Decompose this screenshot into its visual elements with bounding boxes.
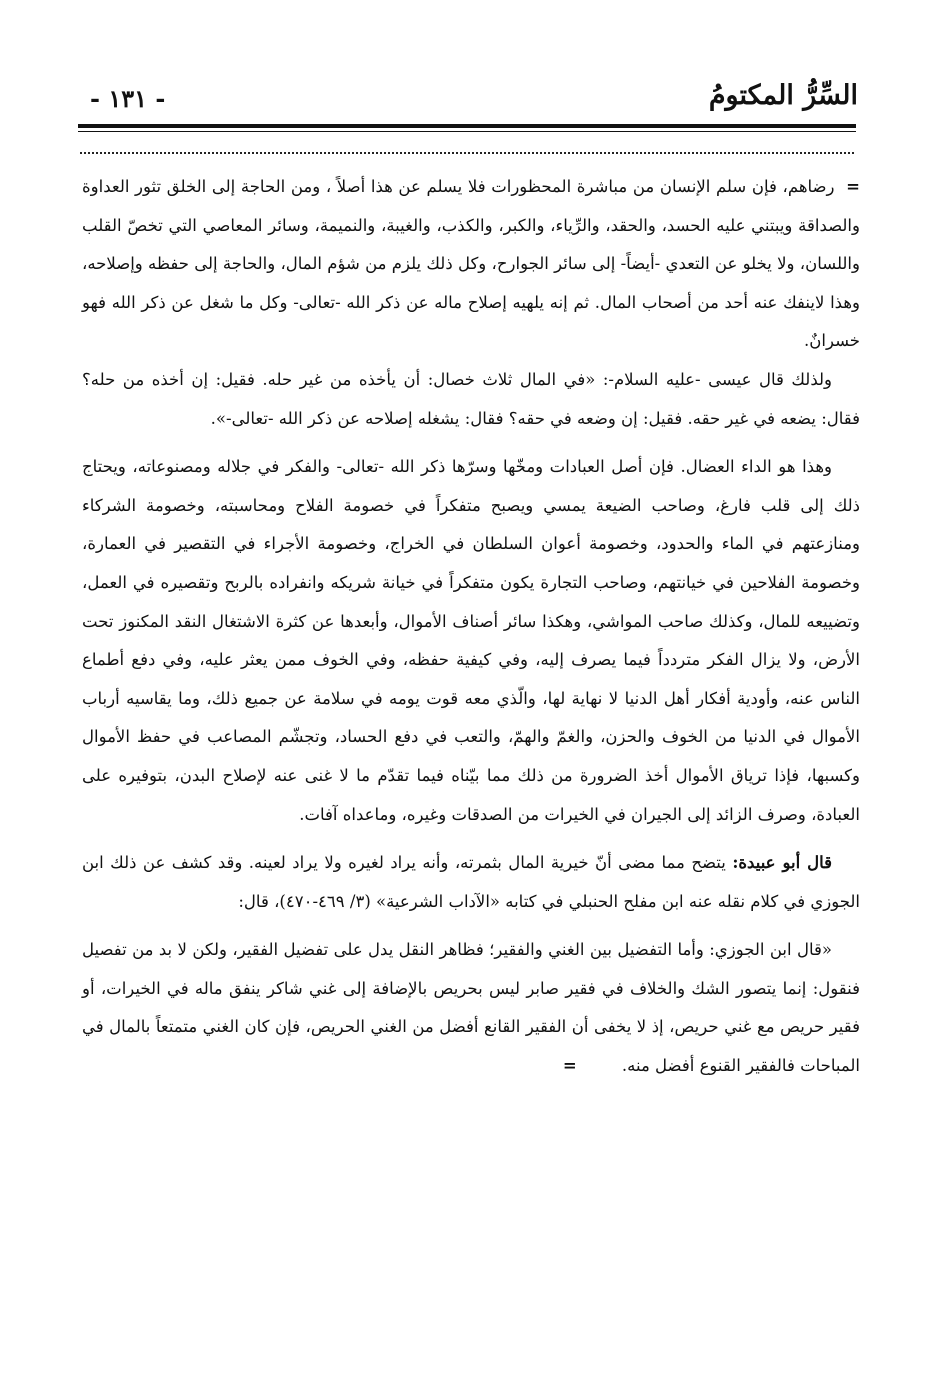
dotted-separator (80, 152, 854, 154)
paragraph-text: وهذا هو الداء العضال. فإن أصل العبادات ومخّها وسرّها ذكر الله -تعالى- والفكر في جلاله ومصنوعاته، ويحتاج ذلك إلى قلب فارغ، وصاحب الضيعة يمسي ويصبح متفكراً في خصومة الفلاح ومحاسبته، وخصومة الشركاء ومنازعتهم في الماء والحدود، وخصومة أعوان السلطان في الخراج، وخصومة الأجراء في التقصير في العمارة، وخصومة الفلاحين في خيانتهم، وصاحب التجارة يكون متفكراً في خيانة شريكه وانفراده بالربح وتقصيره في العمل، وتضييعه للمال، وكذلك صاحب المواشي، وهكذا سائر أصناف الأموال، وأبعدها عن كثرة الاشتغال النقد المكنوز تحت الأرض، ولا يزال الفكر متردداً فيما يصرف إليه، وفي كيفية حفظه، وفي الخوف ممن يعثر عليه، وفي دفع أطماع الناس عنه، وأودية أفكار أهل الدنيا لا نهاية لها، والّذي معه قوت يومه في سلامة عن جميع ذلك، وما يقاسيه أرباب الأموال في الدنيا من الخوف والحزن، والغمّ والهمّ، والتعب في دفع الحساد، وتجشّم المصاعب في حفظ الأموال وكسبها، فإذا ترياق الأموال أخذ الضرورة من ذلك مما بيّناه فيما تقدّم ما لا غنى عنه لإصلاح البدن، بتوفيره على العبادة، وصرف الزائد إلى الجيران في الخيرات من الصدقات وغيره، وماعداه آفات. (82, 457, 860, 824)
paragraph-isa-saying (82, 361, 860, 438)
paragraph-continuation (82, 168, 860, 361)
paragraph-text: ولذلك قال عيسى -عليه السلام-: «في المال ثلاث خصال: أن يأخذه من غير حله. فقيل: إن أخذه من حله؟ فقال: يضعه في غير حقه. فقيل: إن وضعه في حقه؟ فقال: يشغله إصلاحه عن ذكر الله -تعالى-». (82, 369, 860, 428)
paragraph-text: «قال ابن الجوزي: وأما التفضيل بين الغني والفقير؛ فظاهر النقل يدل على تفضيل الفقير، ولكن لا بد من تفصيل فنقول: إنما يتصور الشك والخلاف في فقير صابر ليس بحريص بالإضافة إلى غني شاكر ينفق ماله في الخيرات، أو فقير حريص مع غني حريص، إذ لا يخفى أن الفقير القانع أفضل من الغني الحريص، فإن كان الغني متمتعاً بالمال في المباحات فالفقير القنوع أفضل منه. (82, 940, 860, 1076)
paragraph-ibn-aljawzi-quote (82, 931, 860, 1085)
book-title: السِّرُّ المكتومُ (708, 80, 858, 111)
header-rule-thin (78, 131, 856, 132)
continuation-marker: = (846, 177, 860, 196)
speaker-label: قال أبو عبيدة: (732, 853, 832, 873)
main-text (82, 168, 860, 1086)
page-number: - ١٣١ - (90, 84, 166, 113)
end-continuation-marker: = (562, 1056, 577, 1076)
paragraph-incurable-disease (82, 448, 860, 834)
paragraph-text: يتضح مما مضى أنّ خيرية المال بثمرته، وأنه يراد لغيره ولا يراد لعينه. وقد كشف عن ذلك ابن الجوزي في كلام نقله عنه ابن مفلح الحنبلي في كتابه «الآداب الشرعية» (٣/ ٤٦٩-٤٧٠)، قال: (82, 853, 860, 911)
paragraph-abu-ubaidah (82, 844, 860, 921)
header-rule-thick (78, 124, 856, 128)
page-header (78, 78, 858, 122)
paragraph-text: رضاهم، فإن سلم الإنسان من مباشرة المحظورات فلا يسلم عن هذا أصلاً ، ومن الحاجة إلى الخلق تثور العداوة والصداقة ويبتني عليه الحسد، والحقد، والرِّياء، والكبر، والكذب، والغيبة، والنميمة، وسائر المعاصي التي تخصّ القلب واللسان، ولا يخلو عن التعدي -أيضاً- إلى سائر الجوارح، وكل ذلك يلزم من شؤم المال، والحاجة إلى حفظه وإصلاحه، وهذا لاينفك عنه أحد من أصحاب المال. ثم إنه يلهيه إصلاح ماله عن ذكر الله -تعالى- وكل ما شغل عن ذكر الله فهو خسرانٌ. (82, 177, 860, 351)
